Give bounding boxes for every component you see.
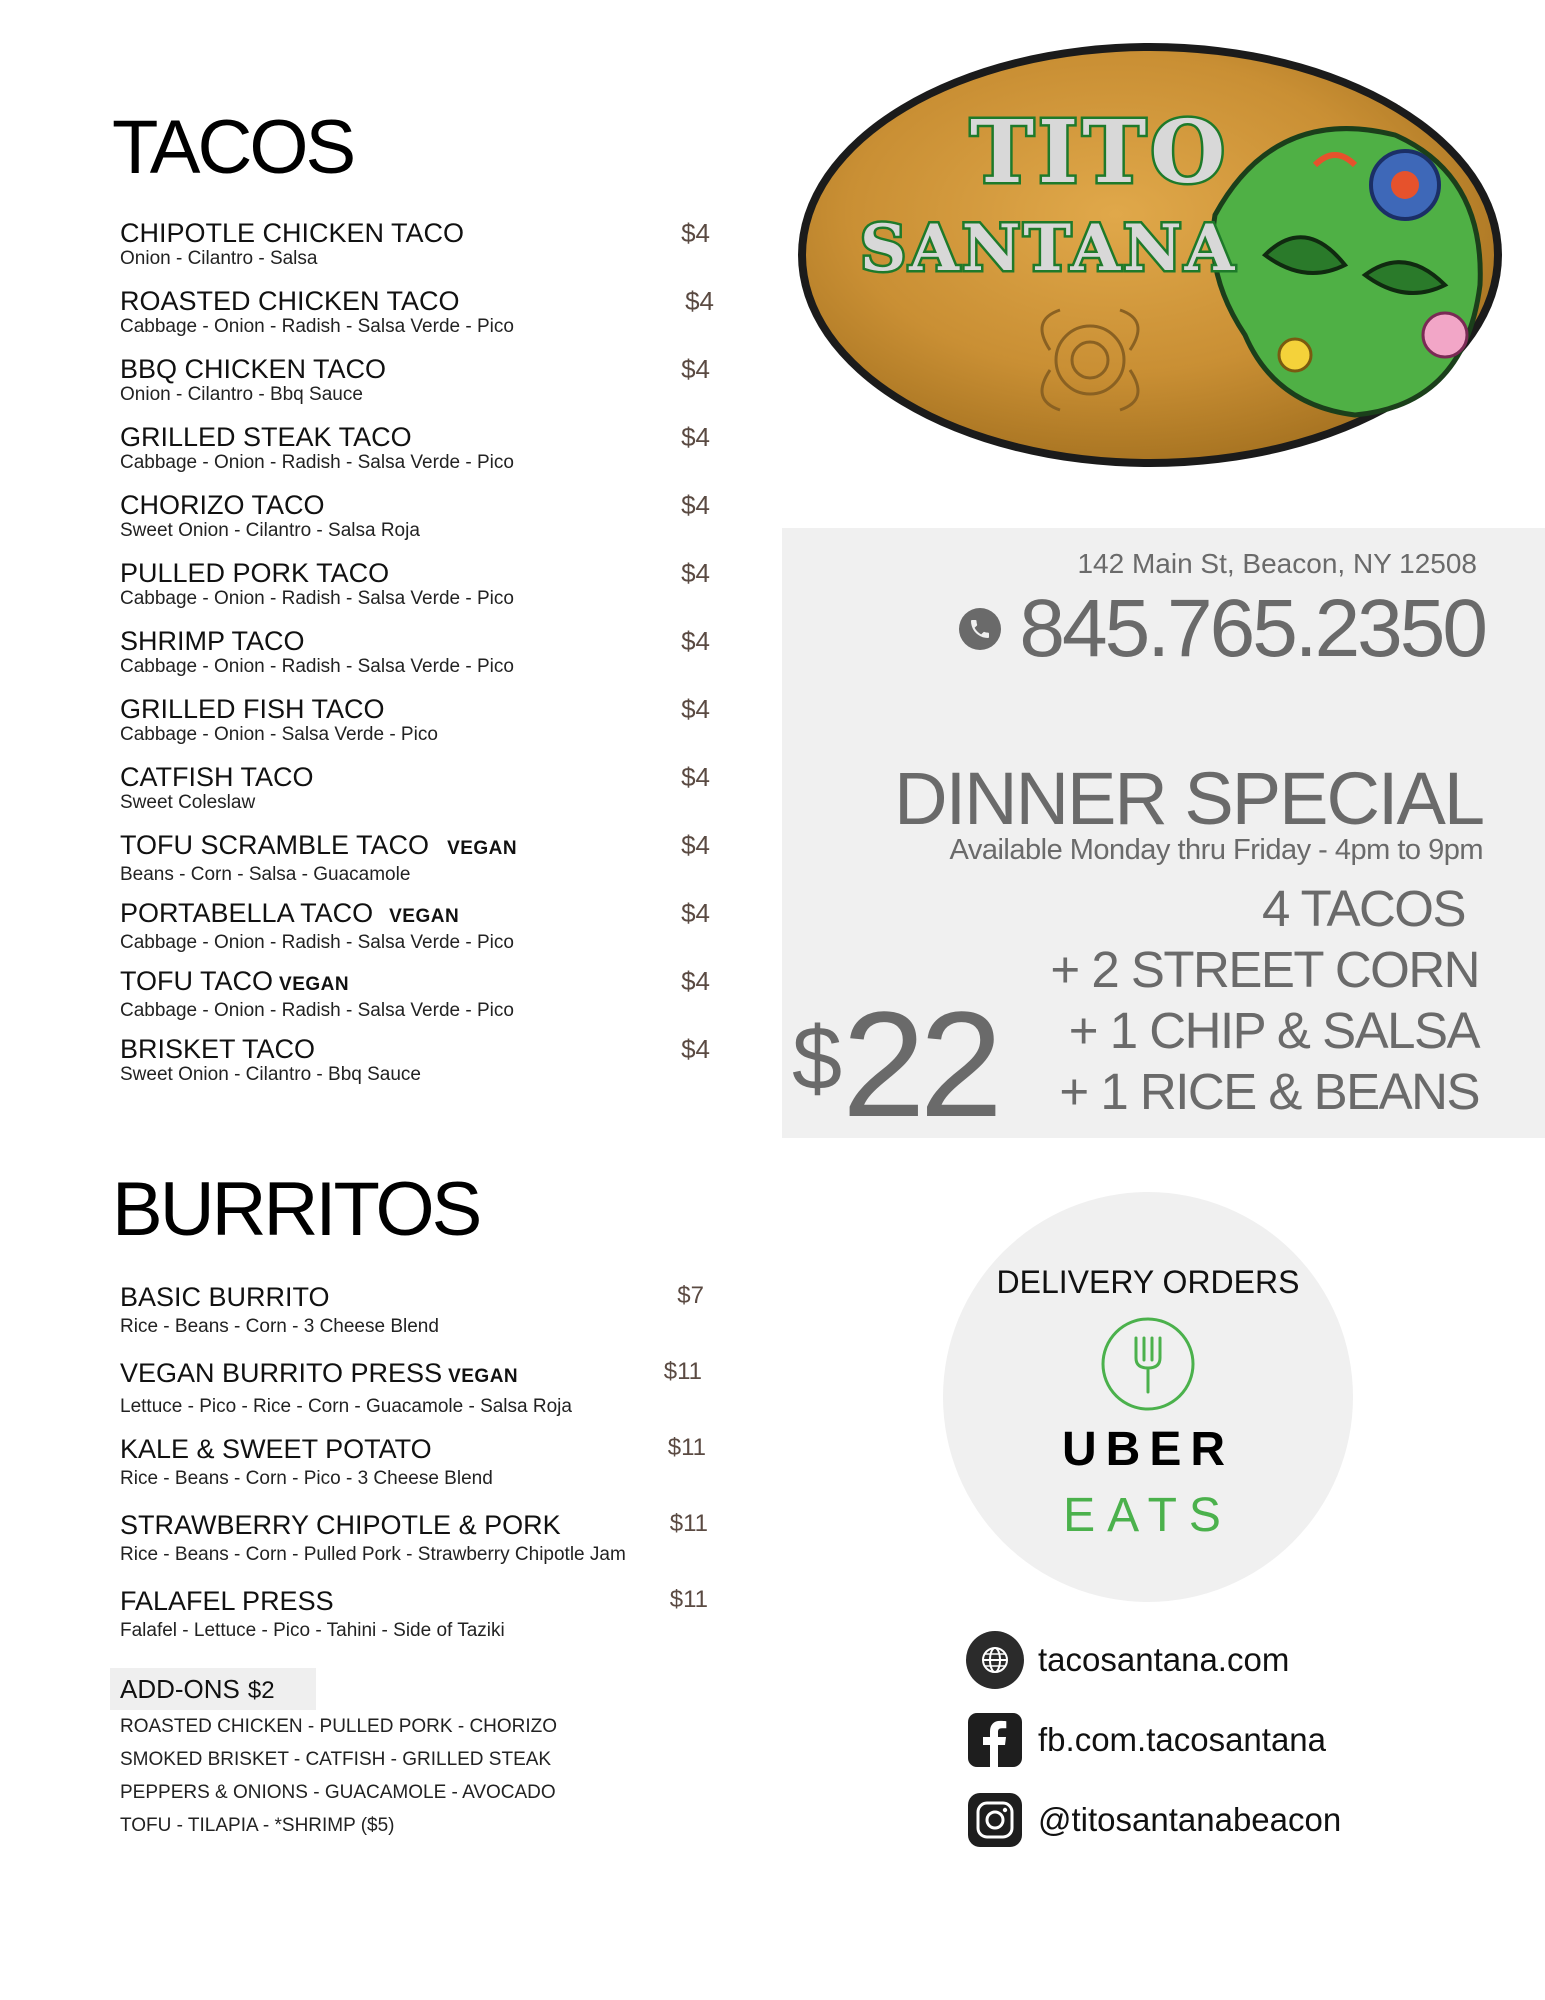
item-price: $4 — [681, 422, 710, 452]
item-description: Rice - Beans - Corn - Pico - 3 Cheese Blend — [120, 1468, 493, 1489]
item-name: TOFU SCRAMBLE TACO — [120, 830, 430, 860]
social-links — [966, 1620, 1341, 1860]
item-name: BASIC BURRITO — [120, 1282, 330, 1312]
taco-item — [120, 762, 710, 830]
item-description: Sweet Onion - Cilantro - Salsa Roja — [120, 520, 420, 541]
special-line: + 1 CHIP & SALSA — [1068, 1002, 1479, 1059]
price-symbol: $ — [792, 1009, 843, 1109]
item-description: Cabbage - Onion - Radish - Salsa Verde - Pico — [120, 932, 514, 953]
burritos-heading: BURRITOS — [112, 1167, 480, 1252]
address: 142 Main St, Beacon, NY 12508 — [1077, 548, 1477, 579]
uber-wordmark: UBER — [1061, 1423, 1234, 1476]
item-price: $4 — [681, 490, 710, 520]
website-link[interactable] — [966, 1620, 1341, 1700]
item-price: $4 — [685, 286, 714, 316]
item-price: $11 — [663, 1358, 702, 1385]
item-name: SHRIMP TACO — [120, 626, 305, 656]
addons-price: $2 — [247, 1677, 275, 1704]
item-name: KALE & SWEET POTATO — [120, 1434, 432, 1464]
burrito-item — [120, 1282, 710, 1358]
logo-line1: TITO — [970, 102, 1230, 203]
instagram-text: @titosantanabeacon — [1038, 1801, 1342, 1838]
addons-title: ADD-ONS — [120, 1674, 240, 1704]
phone-row — [959, 582, 1485, 676]
item-name: GRILLED STEAK TACO — [120, 422, 412, 452]
addons-line: TOFU - TILAPIA - *SHRIMP ($5) — [120, 1815, 395, 1836]
item-price: $11 — [669, 1510, 708, 1537]
item-name: STRAWBERRY CHIPOTLE & PORK — [120, 1510, 561, 1540]
item-price: $7 — [677, 1282, 704, 1309]
burritos-list — [120, 1282, 710, 1662]
website-text: tacosantana.com — [1038, 1641, 1290, 1678]
item-description: Cabbage - Onion - Radish - Salsa Verde - Pico — [120, 656, 514, 677]
item-description: Rice - Beans - Corn - Pulled Pork - Strawberry Chipotle Jam — [120, 1544, 626, 1565]
taco-item — [120, 558, 710, 626]
vegan-tag: VEGAN — [389, 906, 460, 927]
item-price: $4 — [681, 1034, 710, 1064]
item-name: FALAFEL PRESS — [120, 1586, 334, 1616]
eats-wordmark: EATS — [1063, 1489, 1233, 1542]
item-description: Onion - Cilantro - Salsa — [120, 248, 318, 269]
special-title: DINNER SPECIAL — [894, 757, 1483, 840]
item-name: VEGAN BURRITO PRESS — [120, 1358, 443, 1388]
tacos-list — [120, 218, 714, 1102]
addons-line: ROASTED CHICKEN - PULLED PORK - CHORIZO — [120, 1716, 558, 1737]
addons-line: PEPPERS & ONIONS - GUACAMOLE - AVOCADO — [120, 1782, 556, 1803]
item-description: Cabbage - Onion - Salsa Verde - Pico — [120, 724, 438, 745]
facebook-link[interactable] — [966, 1700, 1341, 1780]
item-description: Onion - Cilantro - Bbq Sauce — [120, 384, 363, 405]
item-description: Cabbage - Onion - Radish - Salsa Verde - Pico — [120, 316, 514, 337]
special-line: 4 TACOS — [1261, 880, 1465, 937]
item-name: BRISKET TACO — [120, 1034, 316, 1064]
taco-item — [120, 354, 710, 422]
item-price: $4 — [681, 966, 710, 996]
item-description: Rice - Beans - Corn - 3 Cheese Blend — [120, 1316, 439, 1337]
facebook-text: fb.com.tacosantana — [1038, 1721, 1327, 1758]
item-name: CHORIZO TACO — [120, 490, 325, 520]
phone-icon — [959, 608, 1001, 650]
vegan-tag: VEGAN — [447, 838, 518, 859]
tacos-heading: TACOS — [112, 105, 354, 190]
item-price: $4 — [681, 354, 710, 384]
taco-item — [120, 218, 710, 286]
delivery-badge[interactable] — [943, 1192, 1353, 1602]
price-amount: 22 — [842, 980, 997, 1148]
addons-list — [120, 1710, 557, 1842]
taco-item — [120, 1034, 710, 1102]
item-description: Sweet Coleslaw — [120, 792, 256, 813]
special-availability: Available Monday thru Friday - 4pm to 9pm — [949, 834, 1483, 866]
vegan-tag: VEGAN — [279, 974, 350, 995]
item-name: ROASTED CHICKEN TACO — [120, 286, 460, 316]
burrito-item — [120, 1358, 710, 1434]
instagram-link[interactable] — [966, 1780, 1341, 1860]
addons-heading — [110, 1668, 316, 1710]
item-price: $11 — [669, 1586, 708, 1613]
item-name: CATFISH TACO — [120, 762, 314, 792]
taco-item — [120, 898, 710, 966]
item-price: $11 — [667, 1434, 706, 1461]
fork-icon — [1100, 1316, 1196, 1412]
taco-item — [120, 422, 710, 490]
taco-item — [120, 966, 710, 1034]
item-price: $4 — [681, 218, 710, 248]
logo-line2: SANTANA — [860, 211, 1238, 286]
globe-icon — [966, 1631, 1024, 1689]
item-description: Falafel - Lettuce - Pico - Tahini - Side of Taziki — [120, 1620, 505, 1641]
item-name: CHIPOTLE CHICKEN TACO — [120, 218, 465, 248]
info-panel — [782, 528, 1545, 1148]
item-name: PULLED PORK TACO — [120, 558, 390, 588]
special-items — [1050, 878, 1479, 1122]
item-price: $4 — [681, 762, 710, 792]
item-name: GRILLED FISH TACO — [120, 694, 385, 724]
item-price: $4 — [681, 558, 710, 588]
item-name: PORTABELLA TACO — [120, 898, 374, 928]
burrito-item — [120, 1434, 710, 1510]
item-name: TOFU TACO — [120, 966, 274, 996]
item-description: Sweet Onion - Cilantro - Bbq Sauce — [120, 1064, 421, 1085]
taco-item — [120, 286, 714, 354]
special-line: + 2 STREET CORN — [1050, 941, 1479, 998]
taco-item — [120, 830, 710, 898]
item-description: Cabbage - Onion - Radish - Salsa Verde - Pico — [120, 1000, 514, 1021]
facebook-icon — [966, 1711, 1024, 1769]
taco-item — [120, 626, 710, 694]
item-name: BBQ CHICKEN TACO — [120, 354, 387, 384]
item-description: Cabbage - Onion - Radish - Salsa Verde - Pico — [120, 452, 514, 473]
item-price: $4 — [681, 694, 710, 724]
special-price — [792, 978, 997, 1151]
item-price: $4 — [681, 830, 710, 860]
vegan-tag: VEGAN — [448, 1366, 519, 1387]
addons-line: SMOKED BRISKET - CATFISH - GRILLED STEAK — [120, 1749, 552, 1770]
item-description: Beans - Corn - Salsa - Guacamole — [120, 864, 411, 885]
delivery-label: DELIVERY ORDERS — [996, 1264, 1300, 1300]
item-price: $4 — [681, 898, 710, 928]
phone-number[interactable]: 845.765.2350 — [1019, 583, 1485, 674]
taco-item — [120, 490, 710, 558]
item-description: Cabbage - Onion - Radish - Salsa Verde - Pico — [120, 588, 514, 609]
special-line: + 1 RICE & BEANS — [1059, 1063, 1479, 1120]
tito-santana-logo — [790, 30, 1510, 480]
item-price: $4 — [681, 626, 710, 656]
burrito-item — [120, 1510, 710, 1586]
burrito-item — [120, 1586, 710, 1662]
instagram-icon — [966, 1791, 1024, 1849]
item-description: Lettuce - Pico - Rice - Corn - Guacamole - Salsa Roja — [120, 1396, 572, 1417]
taco-item — [120, 694, 710, 762]
